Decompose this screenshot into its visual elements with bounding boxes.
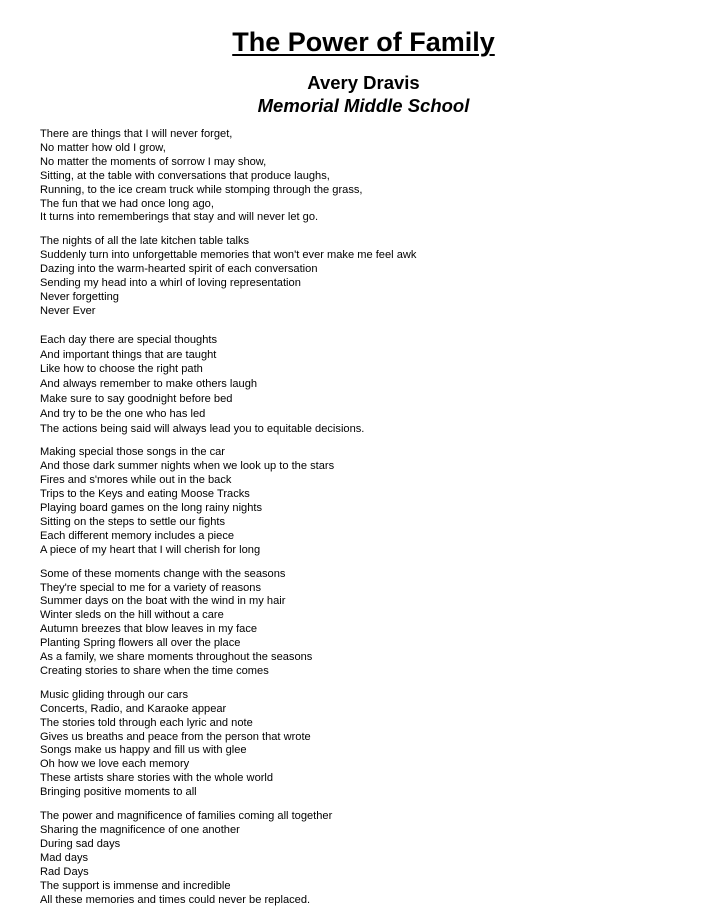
poem-line: As a family, we share moments throughout the seasons [40,651,313,664]
poem-line: Sitting, at the table with conversations that produce laughs, [40,169,330,182]
author-name: Avery Dravis [307,72,420,93]
poem-line: They're special to me for a variety of reasons [40,581,262,594]
poem-stanza [40,810,700,907]
poem-line: Playing board games on the long rainy nights [40,501,263,514]
poem-stanza [40,689,700,800]
poem-stanza [40,333,700,437]
poem-stanza [40,446,700,557]
poem-line: Some of these moments change with the seasons [40,567,286,580]
poem-line: The fun that we had once long ago, [40,197,214,210]
poem-line: Never Ever [40,304,96,317]
poem-line: Each day there are special thoughts [40,333,217,346]
poem-line: Trips to the Keys and eating Moose Tracks [40,488,250,501]
poem-line: Suddenly turn into unforgettable memories that won't ever make me feel awk [40,249,417,262]
poem-stanza [40,235,700,318]
poem-line: Never forgetting [40,290,119,303]
poem-line: And those dark summer nights when we look up to the stars [40,460,335,473]
poem-line: A piece of my heart that I will cherish for long [40,543,261,556]
poem-line: Summer days on the boat with the wind in my hair [40,595,286,608]
poem-stanza [40,568,700,679]
poem-line: Bringing positive moments to all [40,786,197,799]
poem-line: Planting Spring flowers all over the place [40,637,241,650]
poem-line: The nights of all the late kitchen table talks [40,235,250,248]
poem-title: The Power of Family [232,27,495,57]
poem-line: The support is immense and incredible [40,879,231,892]
poem-line: Sitting on the steps to settle our fights [40,515,226,528]
poem-line: Music gliding through our cars [40,688,188,701]
poem-line: It turns into rememberings that stay and will never let go. [40,211,319,224]
poem-line: The stories told through each lyric and note [40,716,253,729]
poem-line: Gives us breaths and peace from the person that wrote [40,730,311,743]
poem-line: Creating stories to share when the time comes [40,664,269,677]
poem-line: No matter the moments of sorrow I may show, [40,155,267,168]
poem-line: Sharing the magnificence of one another [40,824,240,837]
poem-line: Winter sleds on the hill without a care [40,609,224,622]
poem-line: All these memories and times could never be replaced. [40,893,311,906]
poem-line: Running, to the ice cream truck while stomping through the grass, [40,183,363,196]
poem-line: Oh how we love each memory [40,758,190,771]
poem-line: The power and magnificence of families coming all together [40,810,333,823]
poem-line: Make sure to say goodnight before bed [40,392,233,405]
poem-line: During sad days [40,837,121,850]
poem-line: Autumn breezes that blow leaves in my face [40,623,258,636]
poem-line: Making special those songs in the car [40,446,225,459]
poem-line: There are things that I will never forget, [40,128,233,140]
poem-stanza [40,128,700,225]
poem-line: These artists share stories with the whole world [40,772,274,785]
poem-line: And try to be the one who has led [40,407,206,420]
poem-line: Rad Days [40,865,89,878]
poem-line: No matter how old I grow, [40,141,166,154]
poem-line: Concerts, Radio, and Karaoke appear [40,702,227,715]
poem-line: The actions being said will always lead you to equitable decisions. [40,422,365,435]
poem-line: Each different memory includes a piece [40,529,235,542]
poem-line: And always remember to make others laugh [40,378,258,391]
poem-line: Dazing into the warm-hearted spirit of each conversation [40,263,318,276]
poem-line: Sending my head into a whirl of loving representation [40,277,301,290]
poem-body [40,128,700,907]
poem-line: And important things that are taught [40,348,217,361]
school-name: Memorial Middle School [257,95,470,116]
poem-line: Fires and s'mores while out in the back [40,474,232,487]
poem-line: Mad days [40,851,89,864]
poem-line: Like how to choose the right path [40,363,203,376]
poem-line: Songs make us happy and fill us with glee [40,744,247,757]
